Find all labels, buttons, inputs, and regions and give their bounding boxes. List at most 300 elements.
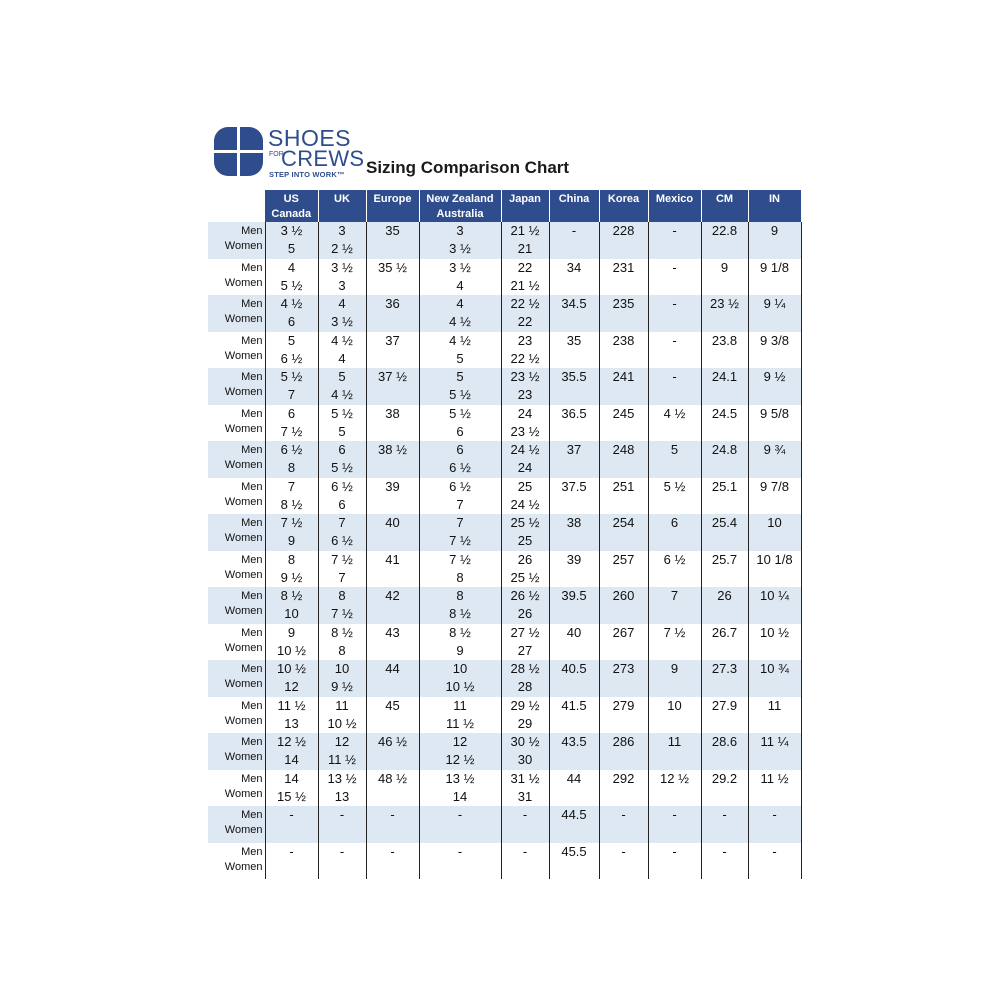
men-size: 5 ½ [280,369,303,384]
cell-china [549,697,599,734]
cell-cm [701,441,748,478]
header-cm: CM [701,190,748,222]
cell-mexico [648,478,701,515]
women-size: 3 [338,277,346,293]
cell-mexico [648,295,701,332]
men-size: 39 [566,551,582,567]
men-size: 241 [612,369,635,384]
men-size: 34 [566,259,582,275]
men-size: 228 [612,223,635,238]
men-size: 10 ¼ [760,588,789,603]
women-size: 31 [517,788,533,804]
men-size: 10 ¾ [760,661,789,676]
cell-in [748,697,801,734]
men-size: 5 ½ [331,405,353,421]
cell-china [549,843,599,880]
cell-china [549,624,599,661]
cell-us-canada [265,295,318,332]
men-size: 6 [287,405,296,421]
men-size: 7 [338,515,346,530]
cell-china [549,660,599,697]
cell-nz-australia [419,368,501,405]
men-size: 10 ½ [277,661,306,676]
cell-uk [318,806,366,843]
men-size: 24.8 [711,442,738,457]
women-size: 13 [334,788,350,804]
cell-us-canada [265,368,318,405]
cell-nz-australia [419,733,501,770]
cell-in [748,843,801,880]
men-size: 5 ½ [449,405,471,421]
shoes-for-crews-logo [214,127,364,182]
men-size: 24.5 [711,405,738,421]
men-size: 8 [338,588,346,603]
cell-cm [701,587,748,624]
cell-uk [318,551,366,588]
men-size: - [457,807,463,822]
cell-in [748,551,801,588]
row-gender-labels [208,733,265,770]
men-size: 8 [287,551,296,567]
cell-korea [599,624,648,661]
men-size: 260 [612,588,635,603]
men-size: - [672,296,677,311]
table-row [208,405,801,442]
men-size: 23 [517,332,533,348]
women-size: 14 [284,752,299,767]
cell-cm [701,806,748,843]
men-label: Men [241,480,263,493]
women-label: Women [224,532,263,544]
women-size: 4 ½ [331,387,353,402]
men-size: 9 1/8 [760,259,789,275]
men-size: 11 ¼ [760,734,789,749]
men-size: - [457,843,463,859]
row-gender-labels [208,551,265,588]
cell-europe [366,368,419,405]
row-gender-labels [208,405,265,442]
women-size: 22 ½ [510,350,540,366]
men-size: - [772,843,777,859]
men-size: 5 [670,442,679,457]
cell-in [748,222,801,259]
cell-cm [701,368,748,405]
cell-uk [318,478,366,515]
men-size: - [672,807,677,822]
women-size: 8 [338,642,346,658]
cell-us-canada [265,587,318,624]
cell-nz-australia [419,295,501,332]
cell-in [748,660,801,697]
cell-us-canada [265,405,318,442]
men-size: 4 ½ [449,332,471,348]
men-size: 5 [338,369,346,384]
cell-us-canada [265,478,318,515]
men-label: Men [241,444,263,456]
men-size: 45 [385,697,400,713]
cell-europe [366,222,419,259]
men-size: 9 ½ [763,369,786,384]
men-label: Men [241,809,263,821]
cell-mexico [648,587,701,624]
cell-cm [701,770,748,807]
cell-uk [318,770,366,807]
men-size: 43.5 [561,734,587,749]
men-size: 24.1 [711,369,738,384]
men-label: Men [241,225,263,237]
cell-cm [701,733,748,770]
men-size: 4 [287,259,296,275]
cell-us-canada [265,514,318,551]
row-gender-labels [208,697,265,734]
men-label: Men [241,626,263,639]
cell-uk [318,368,366,405]
men-size: 6 ½ [663,551,686,567]
cell-nz-australia [419,441,501,478]
men-size: 29.2 [711,770,738,786]
cell-in [748,368,801,405]
men-size: 10 [334,661,350,676]
row-gender-labels [208,222,265,259]
table-row [208,551,801,588]
women-size: 25 [517,533,533,548]
women-size: 24 ½ [510,496,540,512]
cell-korea [599,405,648,442]
men-size: 22 [517,259,533,275]
men-size: - [390,807,395,822]
cell-nz-australia [419,332,501,369]
women-size: 5 [338,423,346,439]
men-size: - [522,843,528,859]
cell-europe [366,295,419,332]
women-size: 5 [287,241,296,256]
cell-in [748,770,801,807]
cell-cm [701,295,748,332]
men-label: Men [241,590,263,602]
row-gender-labels [208,441,265,478]
men-size: 27.9 [711,697,738,713]
men-size: 24 [517,405,533,421]
header-china: China [549,190,599,222]
cell-europe [366,733,419,770]
women-size: 6 [287,314,296,329]
men-size: - [722,843,727,859]
women-size: 5 ½ [331,460,353,475]
cell-in [748,259,801,296]
women-size: 13 [284,715,299,731]
men-size: 248 [612,442,635,457]
cell-nz-australia [419,259,501,296]
women-label: Women [224,495,263,508]
row-gender-labels [208,660,265,697]
men-size: 8 ½ [280,588,303,603]
cell-korea [599,770,648,807]
men-size: 6 [670,515,679,530]
cell-japan [501,587,549,624]
men-size: 8 ½ [331,624,353,640]
men-size: 41 [385,551,400,567]
men-size: 21 ½ [510,223,540,238]
cell-korea [599,222,648,259]
women-label: Women [224,313,263,325]
women-size: 23 [517,387,533,402]
cell-korea [599,478,648,515]
men-size: 3 ½ [280,223,303,238]
women-size: 14 [452,788,468,804]
men-size: 251 [612,478,635,494]
cell-korea [599,441,648,478]
women-label: Women [224,787,263,800]
women-size: 28 [517,679,533,694]
men-size: 6 [338,442,346,457]
men-size: 5 [287,332,296,348]
table-row [208,222,801,259]
men-size: 10 ½ [760,624,789,640]
men-size: 11 ½ [760,770,789,786]
cell-japan [501,843,549,880]
men-size: 12 [452,734,468,749]
men-size: 26.7 [711,624,738,640]
page-title: Sizing Comparison Chart [366,158,570,177]
women-size: 7 [456,496,464,512]
cell-japan [501,441,549,478]
cell-korea [599,733,648,770]
cell-uk [318,332,366,369]
men-size: 35 ½ [378,259,407,275]
logo-tagline: STEP INTO WORK™ [269,170,345,179]
women-label: Women [224,824,263,836]
men-size: 3 [338,223,346,238]
size-comparison-table [208,190,802,879]
men-size: 279 [612,697,635,713]
women-size: 12 [284,679,299,694]
men-size: 38 [385,405,400,421]
cell-uk [318,295,366,332]
men-size: 257 [612,551,635,567]
cell-korea [599,295,648,332]
men-size: 12 ½ [660,770,689,786]
cell-japan [501,806,549,843]
men-label: Men [241,334,263,347]
men-size: 7 ½ [280,515,303,530]
men-size: 7 ½ [449,551,471,567]
cell-nz-australia [419,660,501,697]
women-size: 7 [287,387,296,402]
row-gender-labels [208,770,265,807]
women-size: 10 ½ [327,715,357,731]
cell-korea [599,332,648,369]
header-mexico: Mexico [648,190,701,222]
cell-mexico [648,332,701,369]
men-size: 43 [385,624,400,640]
men-size: 6 [456,442,464,457]
cell-china [549,405,599,442]
cell-nz-australia [419,770,501,807]
men-size: 44.5 [561,807,587,822]
row-gender-labels [208,587,265,624]
men-size: 11 ½ [277,697,306,713]
men-size: 29 ½ [510,697,540,713]
men-size: 13 ½ [445,770,475,786]
row-gender-labels [208,514,265,551]
men-size: 7 [456,515,464,530]
cell-europe [366,551,419,588]
cell-china [549,368,599,405]
table-row [208,514,801,551]
cell-europe [366,697,419,734]
men-size: 7 [287,478,296,494]
cell-korea [599,259,648,296]
women-label: Women [224,422,263,435]
men-size: 36.5 [561,405,587,421]
cell-europe [366,259,419,296]
header-us-canada: US Canada [265,190,318,222]
cell-korea [599,514,648,551]
men-size: 45.5 [561,843,587,859]
men-size: - [722,807,727,822]
table-row [208,478,801,515]
women-size: 26 [517,606,533,621]
cell-uk [318,259,366,296]
cell-japan [501,222,549,259]
women-size: 6 [338,496,346,512]
men-size: 6 ½ [449,478,471,494]
cell-uk [318,660,366,697]
men-size: 6 ½ [280,442,303,457]
men-size: 22 ½ [510,296,540,311]
cell-in [748,514,801,551]
men-size: - [289,843,294,859]
cell-china [549,478,599,515]
men-size: 40 [566,624,582,640]
cell-mexico [648,222,701,259]
women-size: 29 [517,715,533,731]
table-row [208,733,801,770]
logo-mark-icon [214,127,264,177]
women-size: 11 ½ [328,752,356,767]
women-size: 25 ½ [510,569,540,585]
men-size: 42 [385,588,400,603]
cell-uk [318,222,366,259]
men-size: 23 ½ [710,296,739,311]
cell-korea [599,368,648,405]
cell-mexico [648,405,701,442]
women-size: 2 ½ [331,241,353,256]
men-size: 25.4 [711,515,738,530]
men-size: 38 [566,515,582,530]
cell-mexico [648,514,701,551]
women-size: 23 ½ [510,423,540,439]
men-size: - [672,259,677,275]
men-size: 235 [612,296,635,311]
cell-japan [501,478,549,515]
women-size: 4 ½ [449,314,471,329]
cell-china [549,441,599,478]
cell-us-canada [265,697,318,734]
cell-japan [501,770,549,807]
cell-us-canada [265,222,318,259]
cell-europe [366,441,419,478]
women-size: 5 ½ [280,277,303,293]
men-size: 39 [385,478,400,494]
cell-us-canada [265,843,318,880]
row-gender-labels [208,624,265,661]
cell-in [748,806,801,843]
header-korea: Korea [599,190,648,222]
cell-europe [366,770,419,807]
cell-japan [501,624,549,661]
women-size: 3 ½ [449,241,471,256]
cell-in [748,295,801,332]
men-size: 30 ½ [510,734,540,749]
logo-word-for: FOR [269,151,284,158]
cell-in [748,733,801,770]
cell-korea [599,806,648,843]
men-size: 12 [334,734,350,749]
cell-cm [701,514,748,551]
cell-mexico [648,441,701,478]
cell-korea [599,843,648,880]
men-size: - [672,223,677,238]
cell-cm [701,660,748,697]
men-size: - [289,807,294,822]
cell-japan [501,368,549,405]
table-row [208,770,801,807]
cell-cm [701,697,748,734]
men-size: 37 [385,332,400,348]
cell-europe [366,587,419,624]
men-label: Men [241,517,263,529]
women-size: 6 ½ [449,460,471,475]
cell-mexico [648,259,701,296]
cell-us-canada [265,770,318,807]
men-size: 9 5/8 [760,405,789,421]
women-label: Women [224,605,263,617]
cell-nz-australia [419,624,501,661]
women-size: 5 ½ [449,387,471,402]
cell-in [748,624,801,661]
cell-china [549,733,599,770]
cell-in [748,478,801,515]
men-size: 4 [338,296,346,311]
men-size: 40.5 [561,661,587,676]
cell-us-canada [265,259,318,296]
cell-japan [501,332,549,369]
women-size: 21 ½ [510,277,540,293]
men-label: Men [241,736,263,748]
cell-us-canada [265,733,318,770]
men-size: 267 [612,624,635,640]
cell-nz-australia [419,405,501,442]
men-size: 28 ½ [510,661,540,676]
men-label: Men [241,261,263,274]
cell-nz-australia [419,806,501,843]
women-size: 24 [517,460,533,475]
cell-europe [366,624,419,661]
women-label: Women [224,641,263,654]
men-size: 37 ½ [378,369,407,384]
men-size: - [772,807,777,822]
cell-cm [701,332,748,369]
men-size: 10 [767,515,782,530]
men-size: 27.3 [711,661,738,676]
men-size: 14 [284,770,299,786]
women-label: Women [224,714,263,727]
men-size: - [621,843,626,859]
cell-uk [318,441,366,478]
cell-nz-australia [419,478,501,515]
men-label: Men [241,407,263,420]
